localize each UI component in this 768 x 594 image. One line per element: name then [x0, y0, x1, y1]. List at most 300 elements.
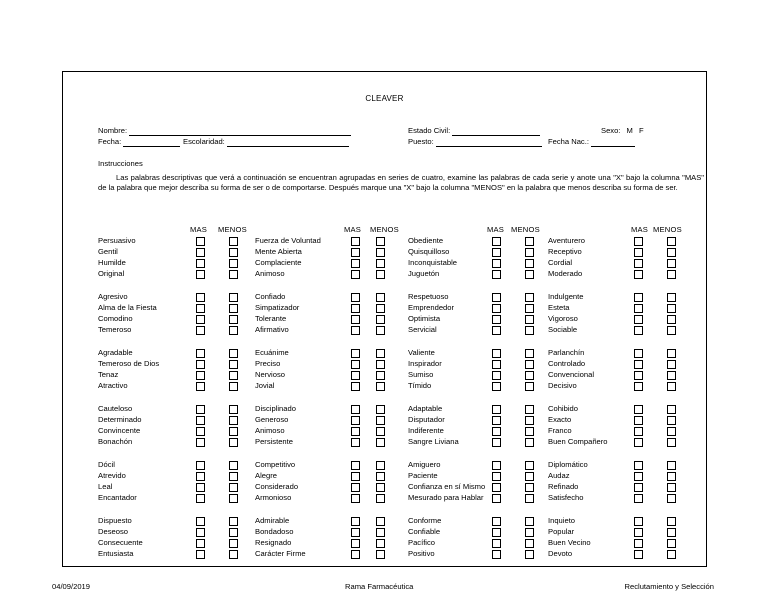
menos-checkbox[interactable]: [376, 405, 385, 414]
menos-checkbox[interactable]: [525, 517, 534, 526]
menos-checkbox[interactable]: [667, 360, 676, 369]
menos-checkbox[interactable]: [376, 326, 385, 335]
menos-checkbox[interactable]: [525, 360, 534, 369]
menos-checkbox[interactable]: [667, 427, 676, 436]
descriptive-word: Competitivo: [255, 460, 296, 469]
mas-checkbox[interactable]: [492, 427, 501, 436]
mas-checkbox[interactable]: [492, 304, 501, 313]
fecha-field[interactable]: [98, 137, 180, 147]
mas-checkbox[interactable]: [634, 550, 643, 559]
descriptive-word: Sangre Liviana: [408, 437, 459, 446]
menos-checkbox[interactable]: [667, 539, 676, 548]
mas-checkbox[interactable]: [351, 270, 360, 279]
word-row: [63, 526, 706, 537]
mas-checkbox[interactable]: [634, 517, 643, 526]
descriptive-word: Refinado: [548, 482, 579, 491]
menos-checkbox[interactable]: [525, 304, 534, 313]
menos-checkbox[interactable]: [229, 259, 238, 268]
descriptive-word: Paciente: [408, 471, 438, 480]
menos-checkbox[interactable]: [667, 416, 676, 425]
mas-checkbox[interactable]: [634, 326, 643, 335]
menos-checkbox[interactable]: [667, 326, 676, 335]
descriptive-word: Alegre: [255, 471, 277, 480]
word-row: [63, 537, 706, 548]
menos-checkbox[interactable]: [667, 483, 676, 492]
descriptive-word: Tenaz: [98, 370, 119, 379]
descriptive-word: Confianza en sí Mismo: [408, 482, 486, 491]
mas-checkbox[interactable]: [196, 472, 205, 481]
descriptive-word: Bondadoso: [255, 527, 294, 536]
mas-checkbox[interactable]: [492, 517, 501, 526]
mas-checkbox[interactable]: [492, 259, 501, 268]
descriptive-word: Deseoso: [98, 527, 128, 536]
word-row: [63, 302, 706, 313]
col-menos-header-2: MENOS: [370, 225, 399, 234]
sexo-m-option[interactable]: M: [626, 126, 633, 135]
menos-checkbox[interactable]: [229, 405, 238, 414]
mas-checkbox[interactable]: [196, 382, 205, 391]
descriptive-word: Ecuánime: [255, 348, 289, 357]
descriptive-word: Inconquistable: [408, 258, 457, 267]
mas-checkbox[interactable]: [492, 371, 501, 380]
mas-checkbox[interactable]: [196, 259, 205, 268]
menos-checkbox[interactable]: [525, 483, 534, 492]
menos-checkbox[interactable]: [376, 237, 385, 246]
menos-checkbox[interactable]: [229, 237, 238, 246]
descriptive-word: Alma de la Fiesta: [98, 303, 157, 312]
descriptive-word: Leal: [98, 482, 113, 491]
menos-checkbox[interactable]: [525, 405, 534, 414]
sexo-label: Sexo:: [601, 126, 621, 135]
menos-checkbox[interactable]: [229, 539, 238, 548]
instructions-text: [98, 173, 704, 193]
menos-checkbox[interactable]: [667, 461, 676, 470]
mas-checkbox[interactable]: [196, 270, 205, 279]
mas-checkbox[interactable]: [492, 270, 501, 279]
mas-checkbox[interactable]: [492, 494, 501, 503]
descriptive-word: Persuasivo: [98, 236, 136, 245]
menos-checkbox[interactable]: [376, 550, 385, 559]
menos-checkbox[interactable]: [525, 382, 534, 391]
mas-checkbox[interactable]: [634, 427, 643, 436]
mas-checkbox[interactable]: [492, 483, 501, 492]
menos-checkbox[interactable]: [667, 349, 676, 358]
menos-checkbox[interactable]: [376, 416, 385, 425]
word-row: [63, 481, 706, 492]
col-mas-header-4: MAS: [631, 225, 649, 234]
mas-checkbox[interactable]: [634, 360, 643, 369]
descriptive-word: Decisivo: [548, 381, 577, 390]
menos-checkbox[interactable]: [229, 270, 238, 279]
mas-checkbox[interactable]: [196, 427, 205, 436]
menos-checkbox[interactable]: [229, 248, 238, 257]
descriptive-word: Esteta: [548, 303, 570, 312]
menos-checkbox[interactable]: [229, 360, 238, 369]
descriptive-word: Quisquilloso: [408, 247, 450, 256]
mas-checkbox[interactable]: [634, 494, 643, 503]
mas-checkbox[interactable]: [492, 550, 501, 559]
mas-checkbox[interactable]: [196, 371, 205, 380]
mas-checkbox[interactable]: [351, 550, 360, 559]
col-menos-header-3: MENOS: [511, 225, 540, 234]
menos-checkbox[interactable]: [525, 438, 534, 447]
menos-checkbox[interactable]: [525, 528, 534, 537]
mas-checkbox[interactable]: [492, 326, 501, 335]
menos-checkbox[interactable]: [229, 550, 238, 559]
fecha-nac-field[interactable]: [548, 137, 635, 147]
descriptive-word: Comodino: [98, 314, 133, 323]
menos-checkbox[interactable]: [525, 270, 534, 279]
word-row: [63, 291, 706, 302]
mas-checkbox[interactable]: [351, 494, 360, 503]
mas-checkbox[interactable]: [196, 416, 205, 425]
menos-checkbox[interactable]: [376, 461, 385, 470]
descriptive-word: Servicial: [408, 325, 437, 334]
mas-checkbox[interactable]: [634, 438, 643, 447]
mas-checkbox[interactable]: [351, 472, 360, 481]
escolaridad-line[interactable]: [227, 138, 349, 147]
mas-checkbox[interactable]: [196, 237, 205, 246]
descriptive-word: Convincente: [98, 426, 141, 435]
mas-checkbox[interactable]: [634, 270, 643, 279]
menos-checkbox[interactable]: [525, 315, 534, 324]
col-menos-header-1: MENOS: [218, 225, 247, 234]
mas-checkbox[interactable]: [351, 461, 360, 470]
descriptive-word: Moderado: [548, 269, 583, 278]
sexo-f-option[interactable]: F: [639, 126, 644, 135]
menos-checkbox[interactable]: [376, 427, 385, 436]
mas-checkbox[interactable]: [196, 405, 205, 414]
word-row: [63, 515, 706, 526]
menos-checkbox[interactable]: [525, 550, 534, 559]
instructions-paragraph: Las palabras descriptivas que verá a continuación se encuentran agrupadas en series de cuatro, examine las palabras de cada serie y anote una "X" bajo la columna "MAS" de la palabra que mejor describa su forma de ser o de comportarse. Después marque una "X" bajo la columna "MENOS" en la palabra que menos describa su forma de ser.: [98, 173, 704, 192]
mas-checkbox[interactable]: [196, 315, 205, 324]
menos-checkbox[interactable]: [376, 248, 385, 257]
mas-checkbox[interactable]: [351, 315, 360, 324]
mas-checkbox[interactable]: [492, 438, 501, 447]
menos-checkbox[interactable]: [667, 270, 676, 279]
mas-checkbox[interactable]: [351, 326, 360, 335]
word-row: [63, 235, 706, 246]
mas-checkbox[interactable]: [196, 539, 205, 548]
mas-checkbox[interactable]: [351, 237, 360, 246]
mas-checkbox[interactable]: [196, 438, 205, 447]
menos-checkbox[interactable]: [525, 416, 534, 425]
mas-checkbox[interactable]: [351, 248, 360, 257]
col-mas-header-3: MAS: [487, 225, 505, 234]
mas-checkbox[interactable]: [196, 349, 205, 358]
mas-checkbox[interactable]: [351, 416, 360, 425]
menos-checkbox[interactable]: [376, 360, 385, 369]
form-frame: [62, 71, 707, 567]
mas-checkbox[interactable]: [492, 382, 501, 391]
mas-checkbox[interactable]: [196, 461, 205, 470]
menos-checkbox[interactable]: [376, 539, 385, 548]
word-row: [63, 313, 706, 324]
escolaridad-field[interactable]: [183, 137, 349, 147]
word-row: [63, 324, 706, 335]
mas-checkbox[interactable]: [492, 539, 501, 548]
descriptive-word: Fuerza de Voluntad: [255, 236, 321, 245]
mas-checkbox[interactable]: [634, 382, 643, 391]
menos-checkbox[interactable]: [376, 382, 385, 391]
mas-checkbox[interactable]: [196, 483, 205, 492]
mas-checkbox[interactable]: [492, 248, 501, 257]
mas-checkbox[interactable]: [196, 528, 205, 537]
menos-checkbox[interactable]: [229, 349, 238, 358]
mas-checkbox[interactable]: [634, 461, 643, 470]
menos-checkbox[interactable]: [667, 259, 676, 268]
mas-checkbox[interactable]: [196, 360, 205, 369]
mas-checkbox[interactable]: [196, 517, 205, 526]
estado-civil-line[interactable]: [452, 127, 540, 136]
descriptive-word: Satisfecho: [548, 493, 584, 502]
descriptive-word: Tolerante: [255, 314, 287, 323]
descriptive-word: Receptivo: [548, 247, 582, 256]
menos-checkbox[interactable]: [525, 259, 534, 268]
mas-checkbox[interactable]: [634, 259, 643, 268]
descriptive-word: Confiado: [255, 292, 286, 301]
menos-checkbox[interactable]: [667, 494, 676, 503]
descriptive-word: Inspirador: [408, 359, 442, 368]
menos-checkbox[interactable]: [376, 315, 385, 324]
menos-checkbox[interactable]: [376, 349, 385, 358]
descriptive-word: Disputador: [408, 415, 445, 424]
menos-checkbox[interactable]: [525, 293, 534, 302]
menos-checkbox[interactable]: [667, 472, 676, 481]
mas-checkbox[interactable]: [351, 371, 360, 380]
menos-checkbox[interactable]: [229, 483, 238, 492]
descriptive-word: Sociable: [548, 325, 578, 334]
menos-checkbox[interactable]: [667, 248, 676, 257]
mas-checkbox[interactable]: [351, 259, 360, 268]
escolaridad-label: Escolaridad:: [183, 137, 225, 146]
word-row: [63, 268, 706, 279]
menos-checkbox[interactable]: [525, 539, 534, 548]
mas-checkbox[interactable]: [196, 550, 205, 559]
menos-checkbox[interactable]: [229, 416, 238, 425]
mas-checkbox[interactable]: [492, 461, 501, 470]
descriptive-word: Diplomático: [548, 460, 588, 469]
menos-checkbox[interactable]: [667, 528, 676, 537]
mas-checkbox[interactable]: [351, 293, 360, 302]
mas-checkbox[interactable]: [196, 494, 205, 503]
col-mas-header-1: MAS: [190, 225, 208, 234]
descriptive-word: Obediente: [408, 236, 444, 245]
nombre-line[interactable]: [129, 127, 351, 136]
menos-checkbox[interactable]: [229, 438, 238, 447]
descriptive-word: Complaciente: [255, 258, 302, 267]
menos-checkbox[interactable]: [667, 315, 676, 324]
menos-checkbox[interactable]: [525, 326, 534, 335]
mas-checkbox[interactable]: [634, 304, 643, 313]
mas-checkbox[interactable]: [351, 304, 360, 313]
mas-checkbox[interactable]: [196, 248, 205, 257]
menos-checkbox[interactable]: [229, 382, 238, 391]
mas-checkbox[interactable]: [351, 517, 360, 526]
descriptive-word: Inquieto: [548, 516, 576, 525]
descriptive-word: Atractivo: [98, 381, 128, 390]
mas-checkbox[interactable]: [492, 293, 501, 302]
menos-checkbox[interactable]: [376, 528, 385, 537]
menos-checkbox[interactable]: [525, 371, 534, 380]
descriptive-word: Popular: [548, 527, 575, 536]
mas-checkbox[interactable]: [634, 237, 643, 246]
mas-checkbox[interactable]: [351, 382, 360, 391]
descriptive-word: Generoso: [255, 415, 289, 424]
menos-checkbox[interactable]: [229, 427, 238, 436]
mas-checkbox[interactable]: [634, 528, 643, 537]
menos-checkbox[interactable]: [376, 517, 385, 526]
mas-checkbox[interactable]: [351, 528, 360, 537]
descriptive-word: Tímido: [408, 381, 432, 390]
fecha-nac-line[interactable]: [591, 138, 635, 147]
word-row: [63, 492, 706, 503]
descriptive-word: Controlado: [548, 359, 586, 368]
menos-checkbox[interactable]: [667, 304, 676, 313]
descriptive-word: Simpatizador: [255, 303, 300, 312]
mas-checkbox[interactable]: [634, 416, 643, 425]
menos-checkbox[interactable]: [667, 438, 676, 447]
mas-checkbox[interactable]: [492, 237, 501, 246]
descriptive-word: Convencional: [548, 370, 595, 379]
descriptive-word: Dócil: [98, 460, 115, 469]
col-mas-header-2: MAS: [344, 225, 362, 234]
menos-checkbox[interactable]: [376, 259, 385, 268]
descriptive-word: Aventurero: [548, 236, 586, 245]
menos-checkbox[interactable]: [229, 528, 238, 537]
instructions-title: Instrucciones: [98, 159, 143, 168]
menos-checkbox[interactable]: [376, 494, 385, 503]
menos-checkbox[interactable]: [667, 371, 676, 380]
mas-checkbox[interactable]: [634, 483, 643, 492]
nombre-field[interactable]: [98, 126, 351, 136]
menos-checkbox[interactable]: [376, 293, 385, 302]
menos-checkbox[interactable]: [376, 270, 385, 279]
descriptive-word: Vigoroso: [548, 314, 578, 323]
word-row: [63, 425, 706, 436]
word-row: [63, 470, 706, 481]
mas-checkbox[interactable]: [492, 528, 501, 537]
mas-checkbox[interactable]: [492, 349, 501, 358]
word-row: [63, 436, 706, 447]
menos-checkbox[interactable]: [667, 237, 676, 246]
menos-checkbox[interactable]: [229, 315, 238, 324]
menos-checkbox[interactable]: [525, 472, 534, 481]
descriptive-word: Entusiasta: [98, 549, 134, 558]
estado-civil-field[interactable]: [408, 126, 540, 136]
mas-checkbox[interactable]: [351, 438, 360, 447]
mas-checkbox[interactable]: [634, 472, 643, 481]
menos-checkbox[interactable]: [667, 382, 676, 391]
mas-checkbox[interactable]: [351, 539, 360, 548]
descriptive-word: Temeroso: [98, 325, 132, 334]
mas-checkbox[interactable]: [634, 248, 643, 257]
mas-checkbox[interactable]: [492, 315, 501, 324]
mas-checkbox[interactable]: [351, 483, 360, 492]
puesto-label: Puesto:: [408, 137, 434, 146]
menos-checkbox[interactable]: [376, 304, 385, 313]
sexo-field[interactable]: [601, 126, 644, 136]
menos-checkbox[interactable]: [525, 427, 534, 436]
descriptive-word: Pacífico: [408, 538, 436, 547]
descriptive-word: Disciplinado: [255, 404, 296, 413]
menos-checkbox[interactable]: [667, 405, 676, 414]
menos-checkbox[interactable]: [376, 483, 385, 492]
descriptive-word: Agresivo: [98, 292, 128, 301]
mas-checkbox[interactable]: [351, 360, 360, 369]
puesto-field[interactable]: [408, 137, 542, 147]
mas-checkbox[interactable]: [634, 349, 643, 358]
menos-checkbox[interactable]: [376, 472, 385, 481]
mas-checkbox[interactable]: [492, 472, 501, 481]
descriptive-word: Valiente: [408, 348, 435, 357]
menos-checkbox[interactable]: [667, 517, 676, 526]
menos-checkbox[interactable]: [229, 517, 238, 526]
word-row: [63, 347, 706, 358]
word-row: [63, 459, 706, 470]
mas-checkbox[interactable]: [634, 405, 643, 414]
descriptive-word: Animoso: [255, 426, 285, 435]
mas-checkbox[interactable]: [351, 427, 360, 436]
footer-department: Reclutamiento y Selección: [624, 582, 714, 591]
descriptive-word: Buen Vecino: [548, 538, 591, 547]
menos-checkbox[interactable]: [229, 461, 238, 470]
mas-checkbox[interactable]: [634, 315, 643, 324]
descriptive-word: Audaz: [548, 471, 570, 480]
menos-checkbox[interactable]: [525, 349, 534, 358]
menos-checkbox[interactable]: [667, 550, 676, 559]
mas-checkbox[interactable]: [492, 405, 501, 414]
menos-checkbox[interactable]: [229, 304, 238, 313]
mas-checkbox[interactable]: [634, 539, 643, 548]
puesto-line[interactable]: [436, 138, 542, 147]
menos-checkbox[interactable]: [525, 237, 534, 246]
mas-checkbox[interactable]: [196, 293, 205, 302]
word-row: [63, 257, 706, 268]
descriptive-word: Indulgente: [548, 292, 584, 301]
mas-checkbox[interactable]: [196, 304, 205, 313]
footer-company: Rama Farmacéutica: [345, 582, 414, 591]
mas-checkbox[interactable]: [634, 371, 643, 380]
fecha-label: Fecha:: [98, 137, 122, 146]
descriptive-word: Consecuente: [98, 538, 143, 547]
mas-checkbox[interactable]: [492, 416, 501, 425]
menos-checkbox[interactable]: [525, 494, 534, 503]
mas-checkbox[interactable]: [492, 360, 501, 369]
menos-checkbox[interactable]: [525, 248, 534, 257]
descriptive-word: Persistente: [255, 437, 293, 446]
menos-checkbox[interactable]: [229, 494, 238, 503]
menos-checkbox[interactable]: [667, 293, 676, 302]
fecha-line[interactable]: [123, 138, 180, 147]
mas-checkbox[interactable]: [634, 293, 643, 302]
descriptive-word: Juguetón: [408, 269, 440, 278]
menos-checkbox[interactable]: [376, 438, 385, 447]
descriptive-word: Amiguero: [408, 460, 441, 469]
menos-checkbox[interactable]: [229, 371, 238, 380]
mas-checkbox[interactable]: [196, 326, 205, 335]
menos-checkbox[interactable]: [376, 371, 385, 380]
descriptive-word: Considerado: [255, 482, 299, 491]
mas-checkbox[interactable]: [351, 405, 360, 414]
menos-checkbox[interactable]: [229, 293, 238, 302]
mas-checkbox[interactable]: [351, 349, 360, 358]
menos-checkbox[interactable]: [229, 326, 238, 335]
menos-checkbox[interactable]: [229, 472, 238, 481]
menos-checkbox[interactable]: [525, 461, 534, 470]
descriptive-word: Confiable: [408, 527, 441, 536]
